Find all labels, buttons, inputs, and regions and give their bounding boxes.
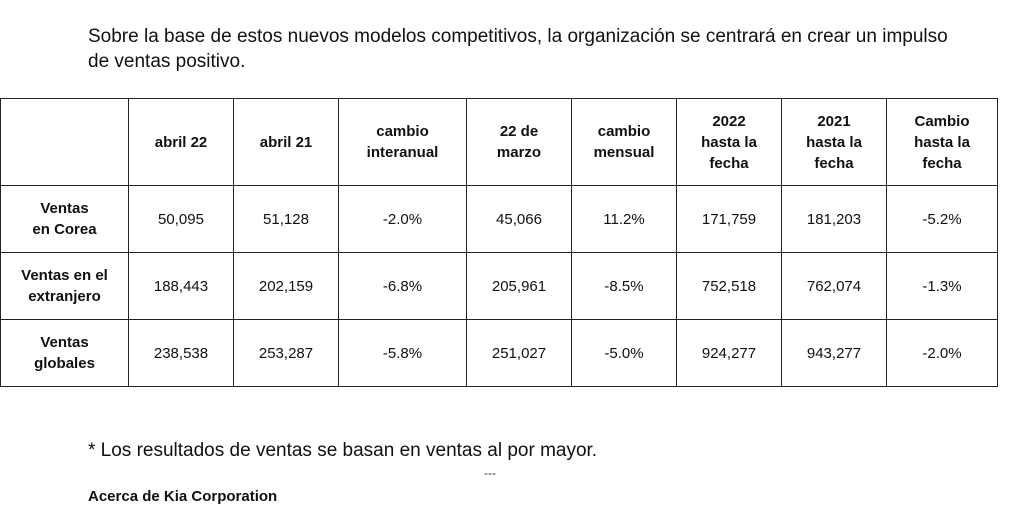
- separator: ---: [484, 466, 496, 480]
- header-cambio-mensual: cambio mensual: [572, 99, 677, 186]
- table-cell: 752,518: [677, 253, 782, 320]
- table-cell: 171,759: [677, 186, 782, 253]
- table-cell: 202,159: [234, 253, 339, 320]
- table-row-abroad: [1, 253, 998, 320]
- table-cell: -8.5%: [572, 253, 677, 320]
- table-cell: 11.2%: [572, 186, 677, 253]
- table-cell: -2.0%: [887, 320, 998, 387]
- table-cell: 51,128: [234, 186, 339, 253]
- table-cell: -5.2%: [887, 186, 998, 253]
- header-empty: [1, 99, 129, 186]
- header-2022-ytd: 2022 hasta la fecha: [677, 99, 782, 186]
- row-label: Ventas en Corea: [1, 186, 129, 253]
- table-cell: 205,961: [467, 253, 572, 320]
- table-cell: 238,538: [129, 320, 234, 387]
- table-cell: -5.0%: [572, 320, 677, 387]
- table-cell: -2.0%: [339, 186, 467, 253]
- table-row-korea: [1, 186, 998, 253]
- row-label: Ventas globales: [1, 320, 129, 387]
- table-cell: 251,027: [467, 320, 572, 387]
- header-abril-22: abril 22: [129, 99, 234, 186]
- table-cell: 181,203: [782, 186, 887, 253]
- about-heading: Acerca de Kia Corporation: [88, 488, 278, 505]
- row-label: Ventas en el extranjero: [1, 253, 129, 320]
- header-2021-ytd: 2021 hasta la fecha: [782, 99, 887, 186]
- table-cell: 50,095: [129, 186, 234, 253]
- table-row-global: [1, 320, 998, 387]
- sales-table: [0, 98, 998, 387]
- header-abril-21: abril 21: [234, 99, 339, 186]
- table-cell: -6.8%: [339, 253, 467, 320]
- table-cell: 943,277: [782, 320, 887, 387]
- header-22-de-marzo: 22 de marzo: [467, 99, 572, 186]
- intro-paragraph: Sobre la base de estos nuevos modelos competitivos, la organización se centrará en crear un impulso de ventas positivo.: [88, 26, 948, 72]
- table-header-row: [1, 99, 998, 186]
- header-cambio-interanual: cambio interanual: [339, 99, 467, 186]
- table-cell: 188,443: [129, 253, 234, 320]
- table-cell: -5.8%: [339, 320, 467, 387]
- table-cell: -1.3%: [887, 253, 998, 320]
- table-cell: 45,066: [467, 186, 572, 253]
- footnote: * Los resultados de ventas se basan en ventas al por mayor.: [88, 440, 598, 461]
- table-cell: 253,287: [234, 320, 339, 387]
- table-cell: 762,074: [782, 253, 887, 320]
- table-cell: 924,277: [677, 320, 782, 387]
- header-cambio-ytd: Cambio hasta la fecha: [887, 99, 998, 186]
